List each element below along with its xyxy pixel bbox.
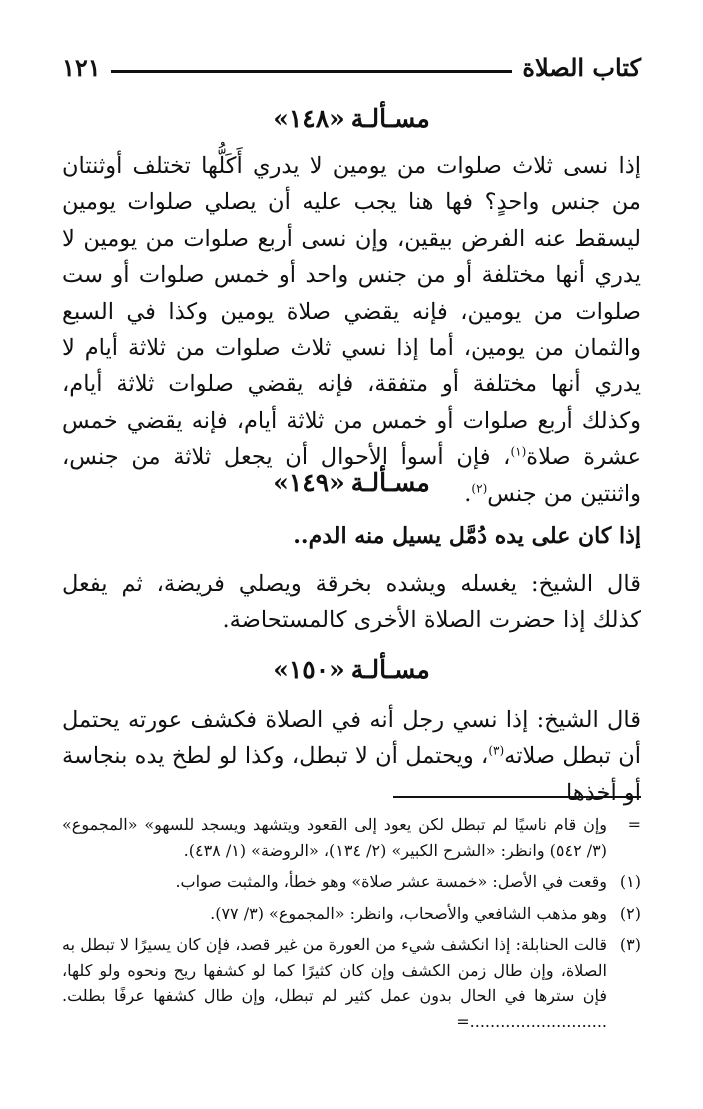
- page-number: ١٢١: [62, 52, 101, 82]
- issue-148-text-part1: إذا نسى ثلاث صلوات من يومين لا يدري أَكَلُّها تختلف أوثنتان من جنس واحدٍ؟ فها هنا يجب عليه أن يصلي صلوات يومين ليسقط عنه الفرض بيقين، وإن نسى أربع صلوات من يومين لا يدري أنها مختلفة أو من جنس واحد أو خمس صلوات أو ست صلوات من يومين، فإنه يقضي صلاة يومين وكذا في السبع والثمان من يومين، أما إذا نسي ثلاث صلوات من ثلاثة أيام لا يدري أنها مختلفة أو متفقة، فإنه يقضي صلوات ثلاثة أيام، وكذلك أربع صلوات أو خمس من ثلاثة أيام، فإنه يقضي خمس عشرة صلاة: [62, 153, 641, 471]
- issue-149-question: إذا كان على يده دُمَّل يسيل منه الدم..: [293, 523, 641, 549]
- issue-149-text: قال الشيخ: يغسله ويشده بخرقة ويصلي فريضة، ثم يفعل كذلك إذا حضرت الصلاة الأخرى كالمستحاضة.: [62, 571, 641, 634]
- issue-150-text-part1: قال الشيخ: إذا نسي رجل أنه في الصلاة فكشف عورته يحتمل أن تبطل صلاته: [62, 707, 642, 770]
- header-rule: [111, 70, 513, 73]
- footnote-text: قالت الحنابلة: إذا انكشف شيء من العورة من غير قصد، فإن كان يسيرًا لا تبطل به الصلاة، وإن طال زمن الكشف وإن كان كثيرًا كما لو كشفها ريح ونحوه ولو كلها، فإن سترها في الحال بدون عمل كثير لم تبطل، وإن طال كشفها عرفًا بطلت. ...........................=: [62, 935, 607, 1031]
- issue-number: «١٤٨»: [273, 104, 345, 133]
- footnote-2: [62, 901, 641, 927]
- footnote-mark: =: [627, 815, 641, 834]
- issue-number: «١٥٠»: [273, 655, 345, 684]
- issue-heading-word: مسـألـة: [350, 104, 430, 133]
- issue-heading-150: [0, 655, 703, 684]
- issue-heading-149: [0, 468, 703, 497]
- footnote-ref-1: (١): [510, 444, 527, 459]
- footnote-separator: [393, 796, 641, 798]
- footnote-1: [62, 869, 641, 895]
- issue-heading-word: مسـألـة: [350, 468, 430, 497]
- running-header: [62, 52, 641, 82]
- footnote-3: [62, 932, 641, 1034]
- footnote-mark: (١): [619, 872, 641, 891]
- footnote-mark: (٢): [619, 903, 641, 923]
- footnote-continued: [62, 812, 641, 863]
- footnote-ref-3: (٣): [488, 743, 505, 758]
- footnote-text: وقعت في الأصل: «خمسة عشر صلاة» وهو خطأ، والمثبت صواب.: [175, 872, 607, 891]
- issue-148-text: [62, 148, 641, 512]
- footnote-mark: (٣): [619, 935, 641, 954]
- book-title: كتاب الصلاة: [522, 52, 641, 82]
- issue-148-text-part2: ، فإن أسوأ الأحوال أن يجعل ثلاثة من جنس، واثنتين من جنس: [62, 444, 641, 507]
- footnotes: [62, 812, 641, 1034]
- issue-150-text-part2: ، ويحتمل أن لا تبطل، وكذا لو لطخ يده بنجاسة أو أخذها: [62, 743, 641, 806]
- issue-heading-word: مسـألـة: [350, 655, 430, 684]
- footnote-ref-2: (٢): [471, 481, 488, 496]
- issue-number: «١٤٩»: [273, 468, 345, 497]
- issue-heading-148: [0, 104, 703, 133]
- issue-150-text: [62, 702, 641, 811]
- footnote-text: وهو مذهب الشافعي والأصحاب، وانظر: «المجموع» (٣/ ٧٧).: [210, 903, 607, 923]
- footnote-text: وإن قام ناسيًا لم تبطل لكن يعود إلى القعود ويتشهد ويسجد للسهو» «المجموع» (٣/ ٥٤٢) وانظر: «الشرح الكبير» (٢/ ١٣٤)، «الروضة» (١/ ٤٣٨).: [62, 815, 607, 860]
- issue-148-text-end: .: [464, 480, 472, 507]
